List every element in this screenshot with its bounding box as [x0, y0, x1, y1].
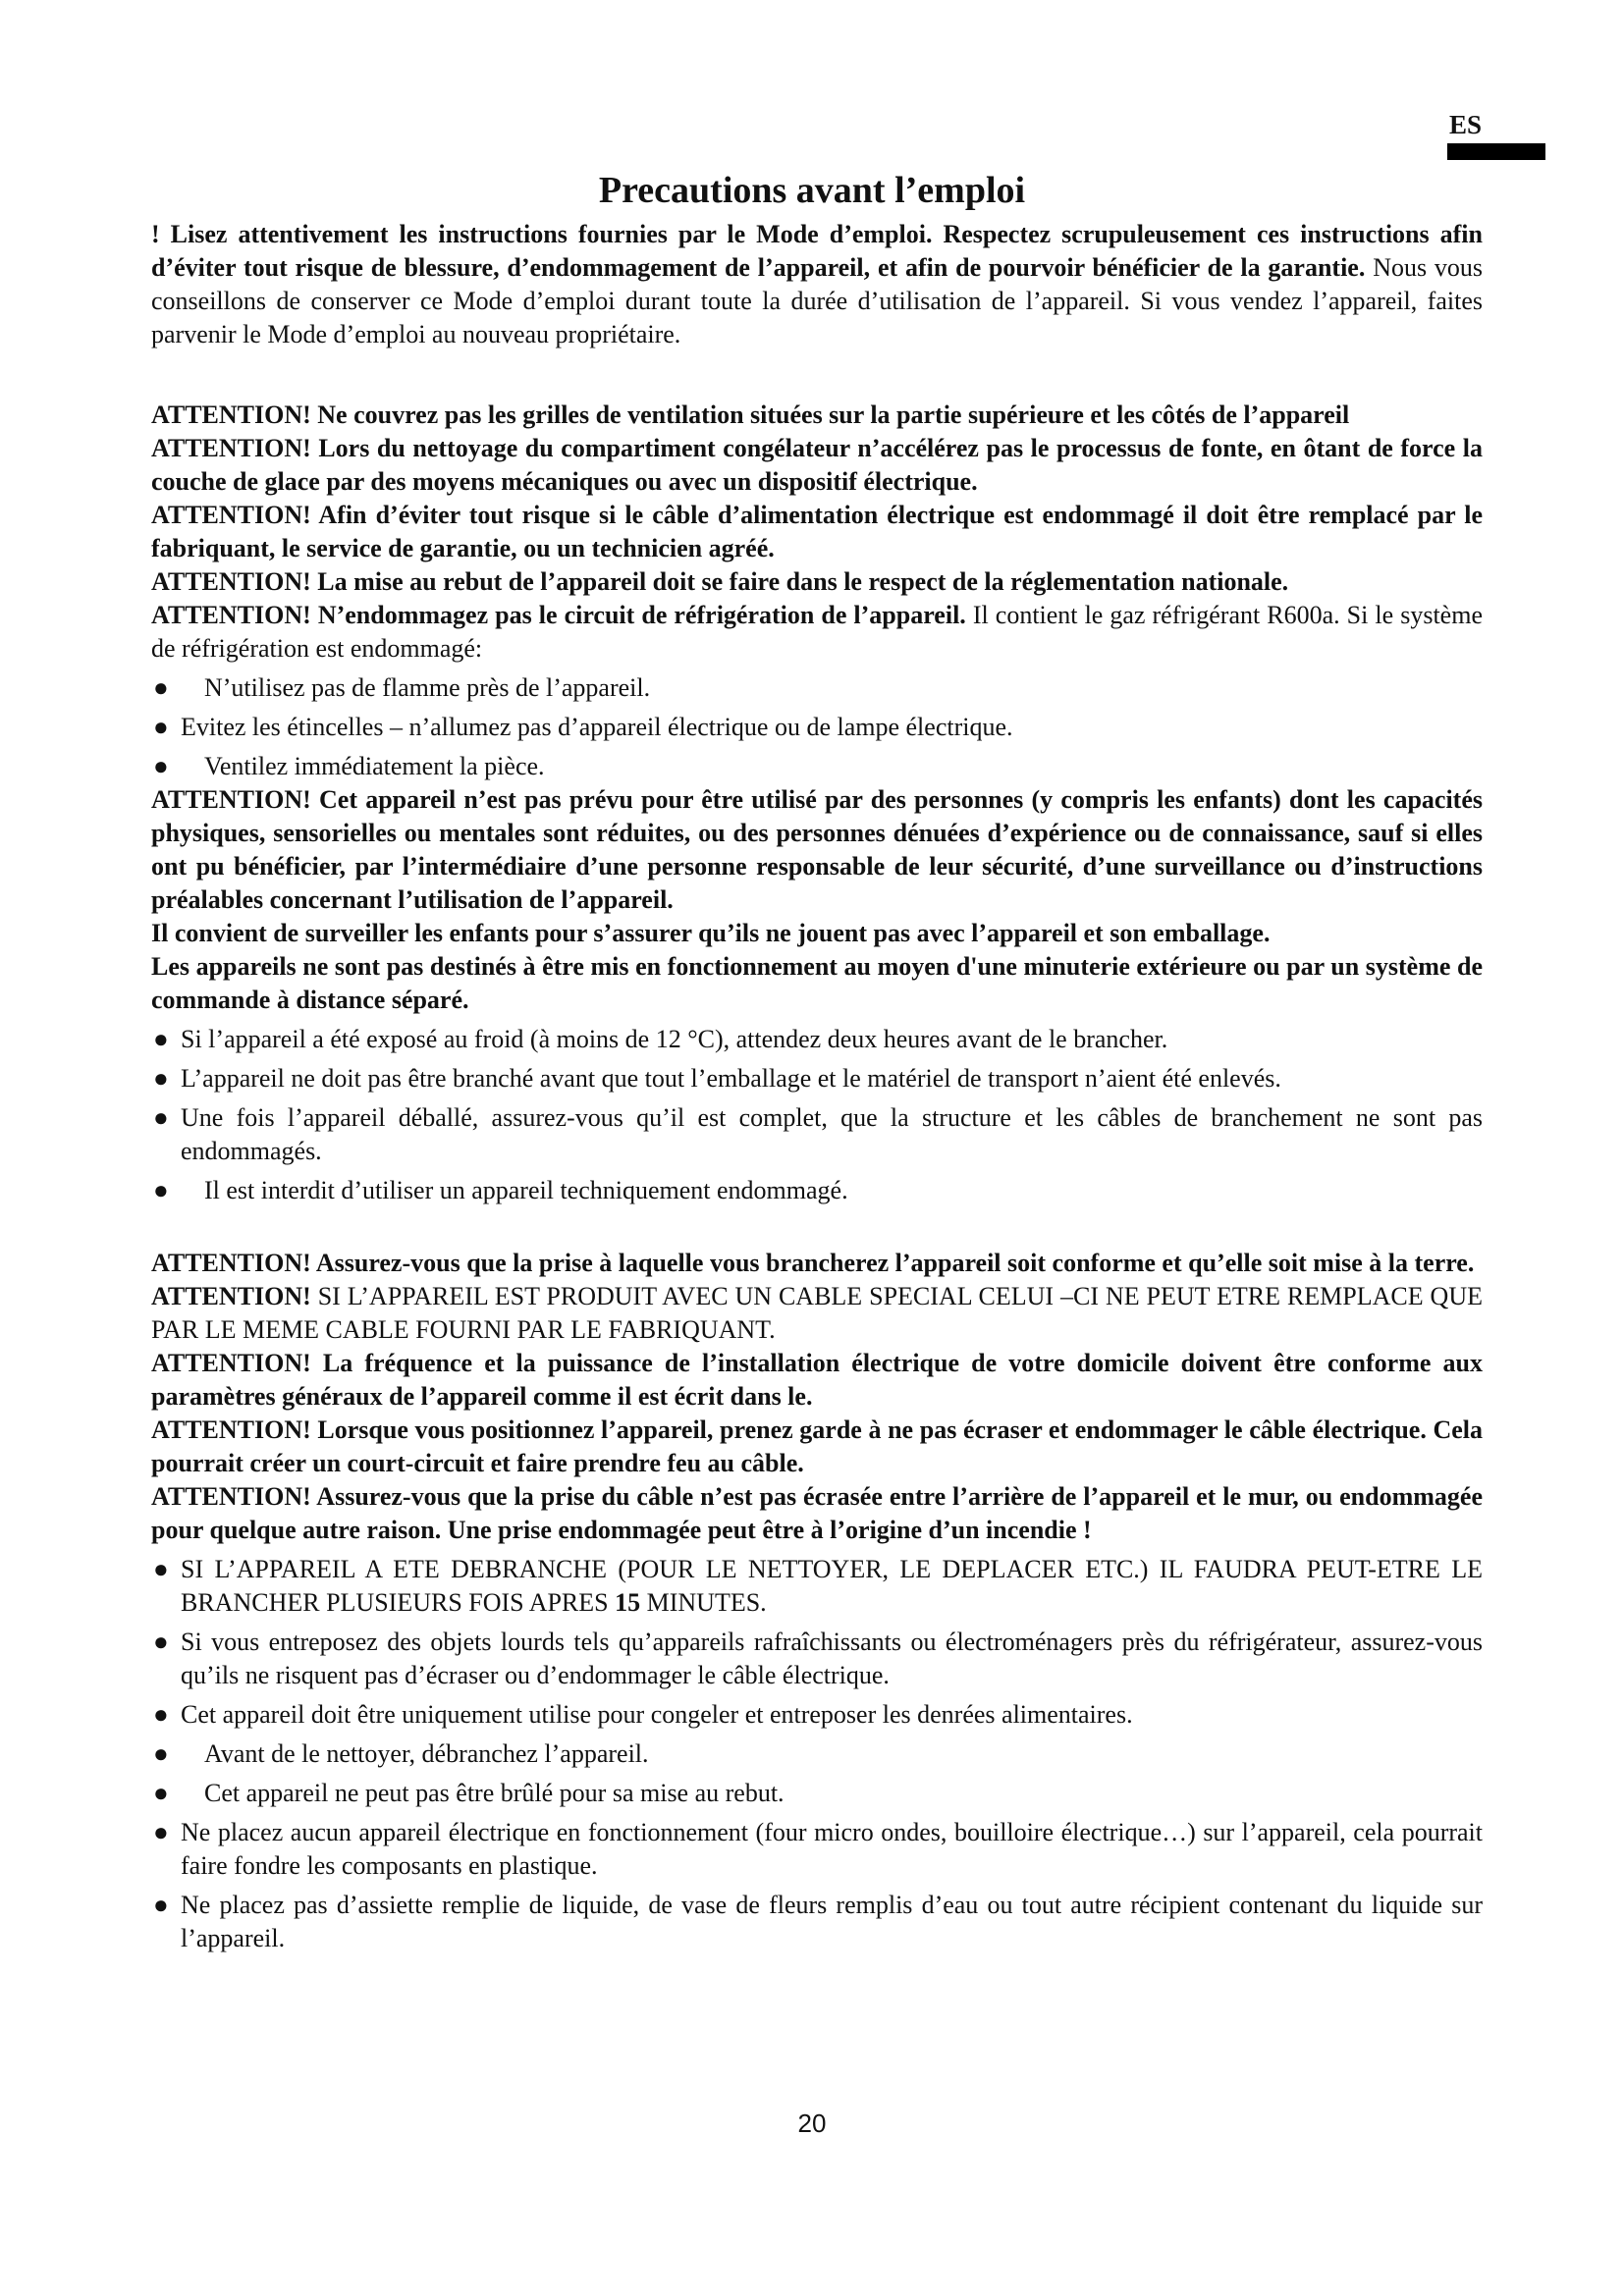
- bullet-icon: ●: [153, 673, 169, 702]
- bullet-icon: ●: [153, 1064, 169, 1093]
- attention-disposal: [151, 565, 1483, 599]
- intro-bold: ! Lisez attentivement les instructions fournies par le Mode d’emploi. Respectez scrupuleusement ces instructions afin d’éviter tout risque de blessure, d’endommagement de l’appareil, et afin de pourvoir bénéficier de la garantie.: [151, 220, 1483, 282]
- bullet-icon: ●: [153, 1818, 169, 1846]
- list-item: ● Si l’appareil a été exposé au froid (à moins de 12 °C), attendez deux heures avant de le brancher.: [151, 1023, 1483, 1056]
- bullet-icon: ●: [153, 1103, 169, 1132]
- attention-label: ATTENTION!: [151, 1282, 311, 1310]
- bullet-icon: ●: [153, 1628, 169, 1656]
- bullet-icon: ●: [153, 1025, 169, 1053]
- list-item: ● Si vous entreposez des objets lourds tels qu’appareils rafraîchissants ou électroménagers près du réfrigérateur, assurez-vous qu’ils ne risquent pas d’écraser ou d’endommager le câble électrique.: [153, 1628, 1483, 1689]
- attention-label: ATTENTION!: [151, 434, 311, 462]
- timer-notice: Les appareils ne sont pas destinés à être mis en fonctionnement au moyen d'une minuterie extérieure ou par un système de commande à distance séparé.: [151, 952, 1483, 1014]
- language-code: ES: [1449, 110, 1483, 139]
- attention-label: ATTENTION!: [151, 400, 311, 429]
- page-title: Precautions avant l’emploi: [598, 170, 1026, 211]
- attention-refrigerant: [151, 599, 1483, 666]
- attention-text: La fréquence et la puissance de l’installation électrique de votre domicile doivent être conforme aux paramètres généraux de l’appareil comme il est écrit dans le.: [151, 1349, 1483, 1411]
- attention-text: Lorsque vous positionnez l’appareil, prenez garde à ne pas écraser et endommager le câble électrique. Cela pourrait créer un court-circuit et faire prendre feu au câble.: [151, 1415, 1483, 1477]
- list-item: ● N’utilisez pas de flamme près de l’appareil.: [151, 671, 1483, 705]
- attention-label: ATTENTION!: [151, 601, 311, 629]
- intro-normal: Nous vous conseillons de conserver ce Mode d’emploi durant toute la durée d’utilisation de l’appareil. Si vous vendez l’appareil, faites parvenir le Mode d’emploi au nouveau propriétaire.: [151, 253, 1484, 348]
- attention-ventilation: [151, 399, 1483, 432]
- list-item: ● Cet appareil doit être uniquement utilise pour congeler et entreposer les denrées alimentaires.: [151, 1698, 1483, 1732]
- attention-text: Lors du nettoyage du compartiment congélateur n’accélérez pas le processus de fonte, en ôtant de force la couche de glace par des moyens mécaniques ou avec un dispositif électrique.: [151, 434, 1483, 496]
- bullet-icon: ●: [153, 1739, 169, 1768]
- bullet-icon: ●: [153, 1779, 169, 1807]
- attention-label: ATTENTION!: [151, 1349, 311, 1377]
- attention-text: Assurez-vous que la prise du câble n’est pas écrasée entre l’arrière de l’appareil et le mur, ou endommagée pour quelque autre raison. Une prise endommagée peut être à l’origine d’un incendie !: [151, 1482, 1483, 1544]
- bullet-icon: ●: [153, 752, 169, 780]
- attention-positioning: [151, 1414, 1483, 1480]
- children-supervision: Il convient de surveiller les enfants pour s’assurer qu’ils ne jouent pas avec l’appareil et son emballage.: [151, 919, 1271, 947]
- attention-text: Ne couvrez pas les grilles de ventilation situées sur la partie supérieure et les côtés de l’appareil: [310, 400, 1350, 429]
- attention-defrost: [151, 432, 1483, 499]
- bullet-icon: ●: [153, 1700, 169, 1729]
- list-item: ● Ne placez aucun appareil électrique en fonctionnement (four micro ondes, bouilloire électrique…) sur l’appareil, cela pourrait faire fondre les composants en plastique.: [153, 1818, 1483, 1880]
- list-item: ● Ne placez pas d’assiette remplie de liquide, de vase de fleurs remplis d’eau ou tout autre récipient contenant du liquide sur l’appareil.: [153, 1891, 1483, 1952]
- attention-text: Afin d’éviter tout risque si le câble d’alimentation électrique est endommagé il doit être remplacé par le fabriquant, le service de garantie, ou un technicien agréé.: [151, 501, 1483, 562]
- bullet-icon: ●: [153, 713, 169, 741]
- bullet-icon: ●: [153, 1176, 169, 1204]
- attention-earthing: [151, 1247, 1483, 1280]
- intro-paragraph: [151, 218, 1483, 351]
- list-item: ● Une fois l’appareil déballé, assurez-vous qu’il est complet, que la structure et les câbles de branchement ne sont pas endommagés.: [153, 1103, 1483, 1165]
- attention-frequency: [151, 1347, 1483, 1414]
- bullet-icon: ●: [153, 1891, 169, 1919]
- attention-label: ATTENTION!: [151, 1482, 311, 1511]
- attention-text: Cet appareil n’est pas prévu pour être utilisé par des personnes (y compris les enfants) dont les capacités physiques, sensorielles ou mentales sont réduites, ou des personnes dénuées d’expérience ou de connaissance, sauf si elles ont pu bénéficier, par l’intermédiaire d’une personne responsable de leur sécurité, d’une surveillance ou d’instructions préalables concernant l’utilisation de l’appareil.: [151, 785, 1483, 914]
- list-item: ● Il est interdit d’utiliser un appareil techniquement endommagé.: [151, 1174, 1483, 1207]
- list-item: ● Avant de le nettoyer, débranchez l’appareil.: [151, 1737, 1483, 1771]
- attention-label: ATTENTION!: [151, 785, 311, 814]
- document-body: [151, 218, 1483, 1955]
- attention-label: ATTENTION!: [151, 1249, 311, 1277]
- bullet-icon: ●: [153, 1555, 169, 1583]
- attention-label: ATTENTION!: [151, 1415, 311, 1444]
- attention-text: SI L’APPAREIL EST PRODUIT AVEC UN CABLE SPECIAL CELUI –CI NE PEUT ETRE REMPLACE QUE PAR LE MEME CABLE FOURNI PAR LE FABRIQUANT.: [151, 1282, 1483, 1344]
- attention-plug: [151, 1480, 1483, 1547]
- list-item: ● Cet appareil ne peut pas être brûlé pour sa mise au rebut.: [151, 1777, 1483, 1810]
- list-item: ● SI L’APPAREIL A ETE DEBRANCHE (POUR LE NETTOYER, LE DEPLACER ETC.) IL FAUDRA PEUT-ETRE LE BRANCHER PLUSIEURS FOIS APRES 15 MINUTES.: [153, 1555, 1483, 1617]
- language-marker-bar: [1447, 143, 1545, 160]
- attention-special-cable: [151, 1280, 1483, 1347]
- attention-normal-text: Il contient le gaz réfrigérant R600a. Si le système de réfrigération est endommagé:: [151, 601, 1483, 663]
- attention-text: La mise au rebut de l’appareil doit se faire dans le respect de la réglementation nationale.: [310, 567, 1289, 596]
- attention-text: N’endommagez pas le circuit de réfrigération de l’appareil.: [310, 601, 966, 629]
- attention-label: ATTENTION!: [151, 501, 311, 529]
- attention-capacities: [151, 783, 1483, 917]
- list-item: ● Ventilez immédiatement la pièce.: [151, 750, 1483, 783]
- page-number: 20: [797, 2109, 827, 2138]
- list-item: ● Evitez les étincelles – n’allumez pas d’appareil électrique ou de lampe électrique.: [151, 711, 1483, 744]
- attention-power-cable: [151, 499, 1483, 565]
- minutes-value: 15: [615, 1588, 641, 1617]
- attention-label: ATTENTION!: [151, 567, 311, 596]
- list-item: ● L’appareil ne doit pas être branché avant que tout l’emballage et le matériel de transport n’aient été enlevés.: [151, 1062, 1483, 1095]
- attention-text: Assurez-vous que la prise à laquelle vous brancherez l’appareil soit conforme et qu’elle soit mise à la terre.: [310, 1249, 1475, 1277]
